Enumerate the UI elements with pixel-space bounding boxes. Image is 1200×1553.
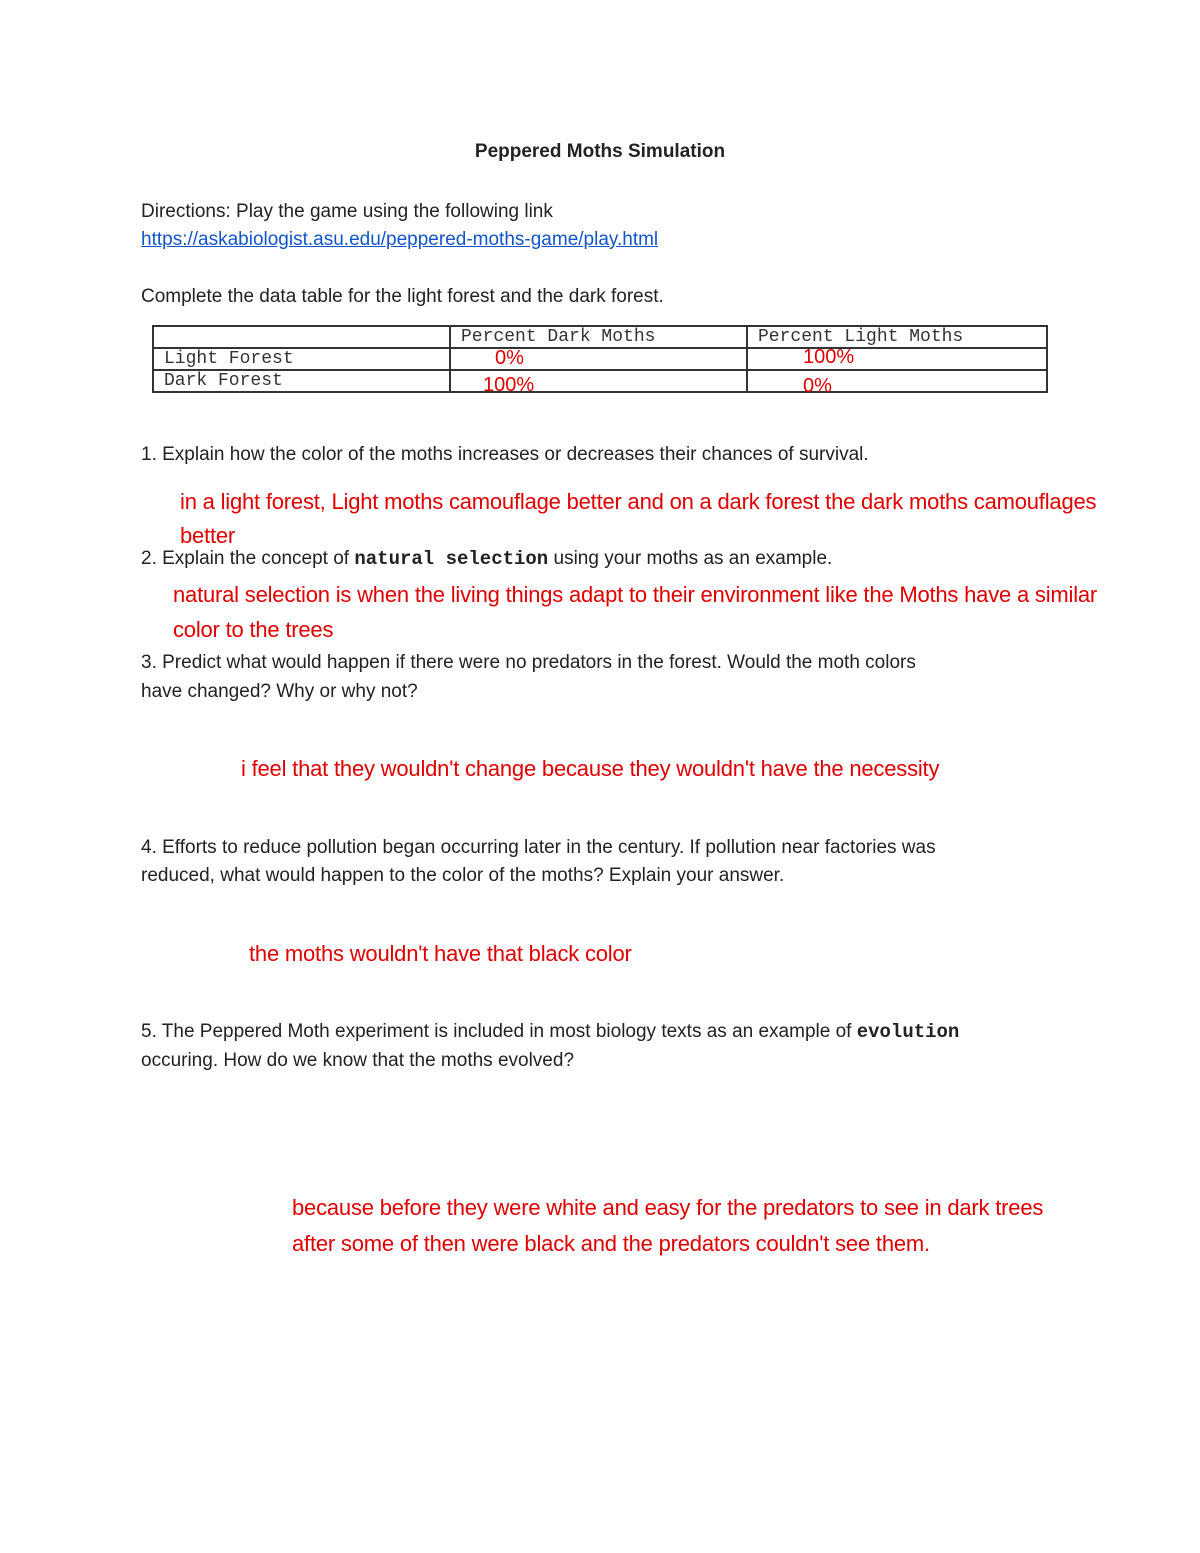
table-intro: Complete the data table for the light forest and the dark forest. — [141, 286, 664, 307]
data-table — [152, 325, 1048, 397]
value-dark-forest-light: 0% — [803, 375, 832, 397]
question-2-prefix: 2. Explain the concept of — [141, 548, 355, 569]
value-dark-forest-dark: 100% — [483, 374, 535, 396]
game-link[interactable]: https://askabiologist.asu.edu/peppered-moths-game/play.html — [141, 229, 659, 250]
question-2-suffix: using your moths as an example. — [548, 548, 833, 569]
directions-text: Directions: Play the game using the following link — [141, 201, 553, 222]
answer-2-line-1: natural selection is when the living things adapt to their environment like the Moths have a similar — [173, 582, 1098, 607]
table-row — [153, 348, 1047, 370]
table-header-dark: Percent Dark Moths — [450, 326, 747, 348]
answer-1-line-2: better — [180, 523, 236, 548]
question-2 — [141, 545, 832, 573]
row-label-dark-forest: Dark Forest — [153, 370, 450, 392]
page-title: Peppered Moths Simulation — [474, 141, 726, 162]
answer-4: the moths wouldn't have that black color — [249, 941, 632, 966]
question-5-line-2: occuring. How do we know that the moths evolved? — [141, 1050, 575, 1071]
cell-dark-forest-dark — [450, 370, 747, 396]
question-4-line-1: 4. Efforts to reduce pollution began occurring later in the century. If pollution near factories was — [141, 837, 936, 858]
answer-5-line-2: after some of then were black and the predators couldn't see them. — [292, 1231, 930, 1256]
cell-light-forest-dark — [450, 348, 747, 370]
cell-light-forest-light — [747, 348, 1047, 370]
row-label-light-forest: Light Forest — [153, 348, 450, 370]
answer-1-line-1: in a light forest, Light moths camouflage better and on a dark forest the dark moths camouflages — [180, 489, 1097, 514]
answer-2-line-2: color to the trees — [173, 617, 334, 642]
cell-dark-forest-light — [747, 370, 1047, 397]
answer-3: i feel that they wouldn't change because they wouldn't have the necessity — [241, 756, 940, 781]
question-3-line-2: have changed? Why or why not? — [141, 681, 418, 702]
question-2-bold-term: natural selection — [354, 548, 549, 570]
question-1: 1. Explain how the color of the moths increases or decreases their chances of survival. — [141, 444, 869, 465]
question-5-bold-term: evolution — [856, 1021, 960, 1043]
table-row — [153, 370, 1047, 392]
question-4-line-2: reduced, what would happen to the color of the moths? Explain your answer. — [141, 865, 785, 886]
value-light-forest-dark: 0% — [495, 347, 524, 369]
value-light-forest-light: 100% — [803, 346, 855, 368]
answer-5-line-1: because before they were white and easy for the predators to see in dark trees — [292, 1195, 1044, 1220]
question-5-prefix: 5. The Peppered Moth experiment is included in most biology texts as an example of — [141, 1021, 857, 1042]
question-5-line-1 — [141, 1018, 959, 1046]
question-3-line-1: 3. Predict what would happen if there were no predators in the forest. Would the moth colors — [141, 652, 916, 673]
table-header-light: Percent Light Moths — [747, 326, 1047, 348]
table-header-row — [153, 326, 1047, 348]
table-header-blank — [153, 326, 450, 348]
